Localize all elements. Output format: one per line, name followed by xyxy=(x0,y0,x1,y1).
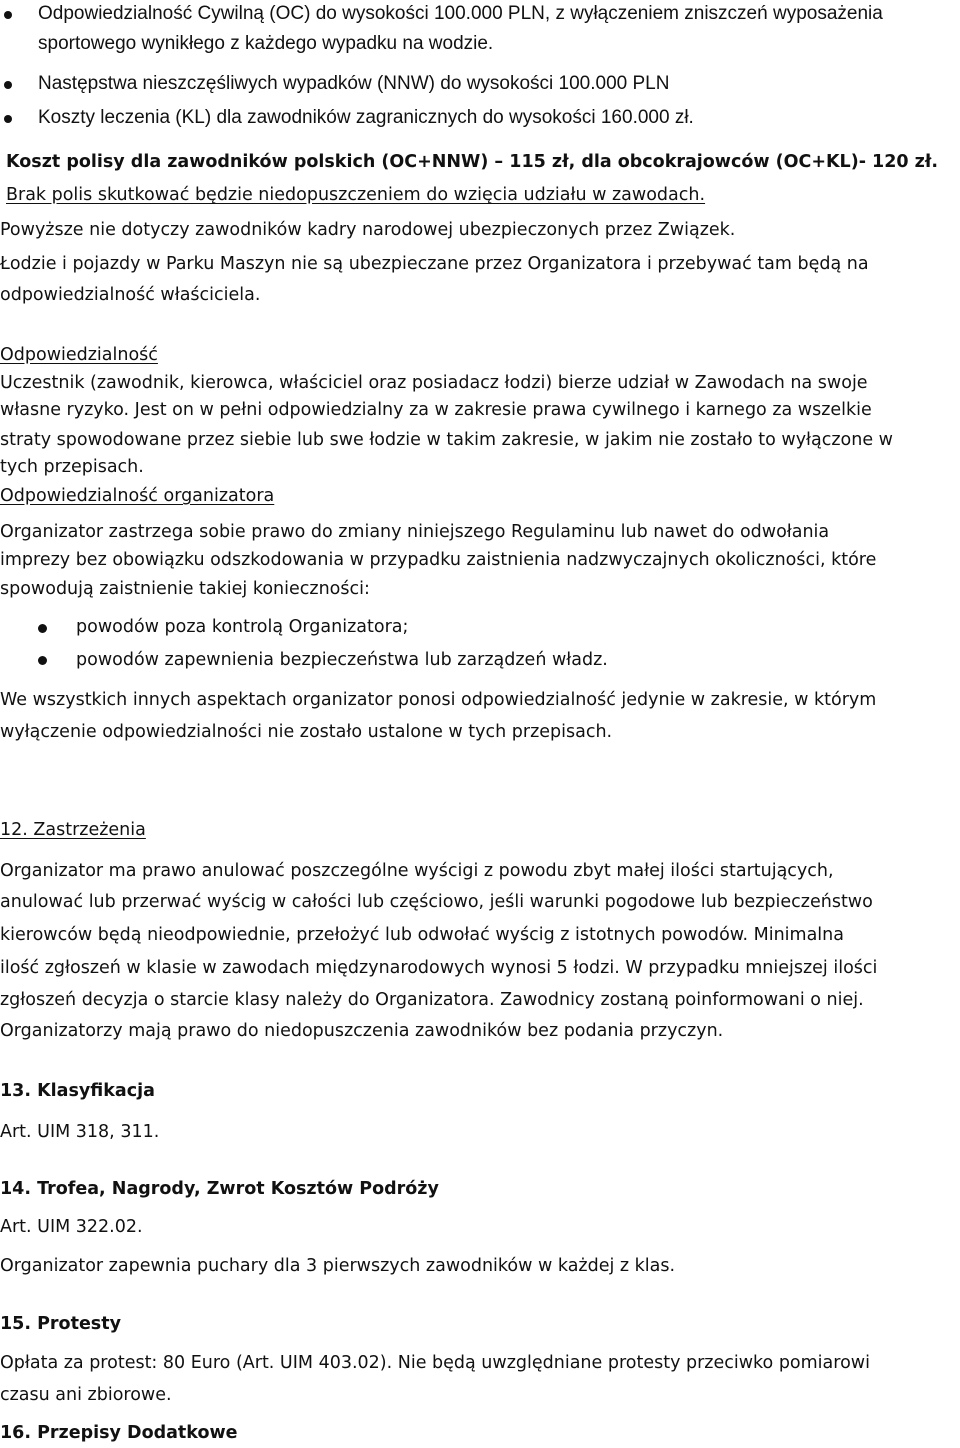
section-13-text: Art. UIM 318, 311. xyxy=(0,1122,160,1142)
insurance-park-line2: odpowiedzialność właściciela. xyxy=(0,285,261,305)
bullet-icon xyxy=(4,81,12,89)
section-12-line: anulować lub przerwać wyścig w całości lub częściowo, jeśli warunki pogodowe lub bezpieczeństwo xyxy=(0,892,873,912)
organizer-reason-item: powodów poza kontrolą Organizatora; xyxy=(76,617,409,637)
section-12-line: Organizator ma prawo anulować poszczególne wyścigi z powodu zbyt małej ilości startujących, xyxy=(0,861,834,881)
insurance-cost: Koszt polisy dla zawodników polskich (OC+NNW) – 115 zł, dla obcokrajowców (OC+KL)- 120 zł. xyxy=(6,152,939,172)
responsibility-line: straty spowodowane przez siebie lub swe łodzie w takim zakresie, w jakim nie zostało to wyłączone w xyxy=(0,430,893,450)
section-12-line: Organizatorzy mają prawo do niedopuszczenia zawodników bez podania przyczyn. xyxy=(0,1021,724,1041)
responsibility-line: własne ryzyko. Jest on w pełni odpowiedzialny za w zakresie prawa cywilnego i karnego za wszelkie xyxy=(0,400,872,420)
section-13-heading: 13. Klasyfikacja xyxy=(0,1081,155,1101)
section-12-line: zgłoszeń decyzja o starcie klasy należy do Organizatora. Zawodnicy zostaną poinformowani o niej. xyxy=(0,990,864,1010)
insurance-national-team: Powyższe nie dotyczy zawodników kadry narodowej ubezpieczonych przez Związek. xyxy=(0,220,736,240)
insurance-bullet-nnw: Następstwa nieszczęśliwych wypadków (NNW) do wysokości 100.000 PLN xyxy=(38,73,670,94)
organizer-responsibility-heading: Odpowiedzialność organizatora xyxy=(0,486,275,506)
insurance-bullet-oc: Odpowiedzialność Cywilną (OC) do wysokości 100.000 PLN, z wyłączeniem zniszczeń wyposażenia xyxy=(38,3,883,24)
bullet-icon xyxy=(4,115,12,123)
section-12-line: kierowców będą nieodpowiednie, przełożyć lub odwołać wyścig z istotnych powodów. Minimalna xyxy=(0,925,844,945)
section-12-line: ilość zgłoszeń w klasie w zawodach międzynarodowych wynosi 5 łodzi. W przypadku mniejszej ilości xyxy=(0,958,878,978)
section-14-art: Art. UIM 322.02. xyxy=(0,1217,143,1237)
organizer-closing-line: We wszystkich innych aspektach organizator ponosi odpowiedzialność jedynie w zakresie, w którym xyxy=(0,690,877,710)
organizer-reason-item: powodów zapewnienia bezpieczeństwa lub zarządzeń władz. xyxy=(76,650,608,670)
bullet-icon xyxy=(4,11,12,19)
section-15-line: Opłata za protest: 80 Euro (Art. UIM 403.02). Nie będą uwzględniane protesty przeciwko pomiarowi xyxy=(0,1353,870,1373)
insurance-bullet-kl: Koszty leczenia (KL) dla zawodników zagranicznych do wysokości 160.000 zł. xyxy=(38,107,694,128)
insurance-park-line1: Łodzie i pojazdy w Parku Maszyn nie są ubezpieczane przez Organizatora i przebywać tam będą na xyxy=(0,254,869,274)
organizer-closing-line: wyłączenie odpowiedzialności nie zostało ustalone w tych przepisach. xyxy=(0,722,613,742)
section-14-text: Organizator zapewnia puchary dla 3 pierwszych zawodników w każdej z klas. xyxy=(0,1256,676,1276)
organizer-responsibility-line: imprezy bez obowiązku odszkodowania w przypadku zaistnienia nadzwyczajnych okoliczności, które xyxy=(0,550,877,570)
bullet-icon xyxy=(38,624,47,633)
section-15-heading: 15. Protesty xyxy=(0,1314,121,1334)
organizer-responsibility-line: spowodują zaistnienie takiej konieczności: xyxy=(0,579,370,599)
section-15-line: czasu ani zbiorowe. xyxy=(0,1385,172,1405)
insurance-no-policy: Brak polis skutkować będzie niedopuszczeniem do wzięcia udziału w zawodach. xyxy=(6,185,706,205)
insurance-bullet-oc-cont: sportowego wynikłego z każdego wypadku na wodzie. xyxy=(38,33,494,54)
responsibility-heading: Odpowiedzialność xyxy=(0,345,158,365)
responsibility-line: Uczestnik (zawodnik, kierowca, właściciel oraz posiadacz łodzi) bierze udział w Zawodach na swoje xyxy=(0,373,868,393)
bullet-icon xyxy=(38,656,47,665)
section-14-heading: 14. Trofea, Nagrody, Zwrot Kosztów Podróży xyxy=(0,1179,439,1199)
section-16-heading: 16. Przepisy Dodatkowe xyxy=(0,1423,238,1443)
section-12-heading: 12. Zastrzeżenia xyxy=(0,820,146,840)
responsibility-line: tych przepisach. xyxy=(0,457,144,477)
organizer-responsibility-line: Organizator zastrzega sobie prawo do zmiany niniejszego Regulaminu lub nawet do odwołania xyxy=(0,522,830,542)
